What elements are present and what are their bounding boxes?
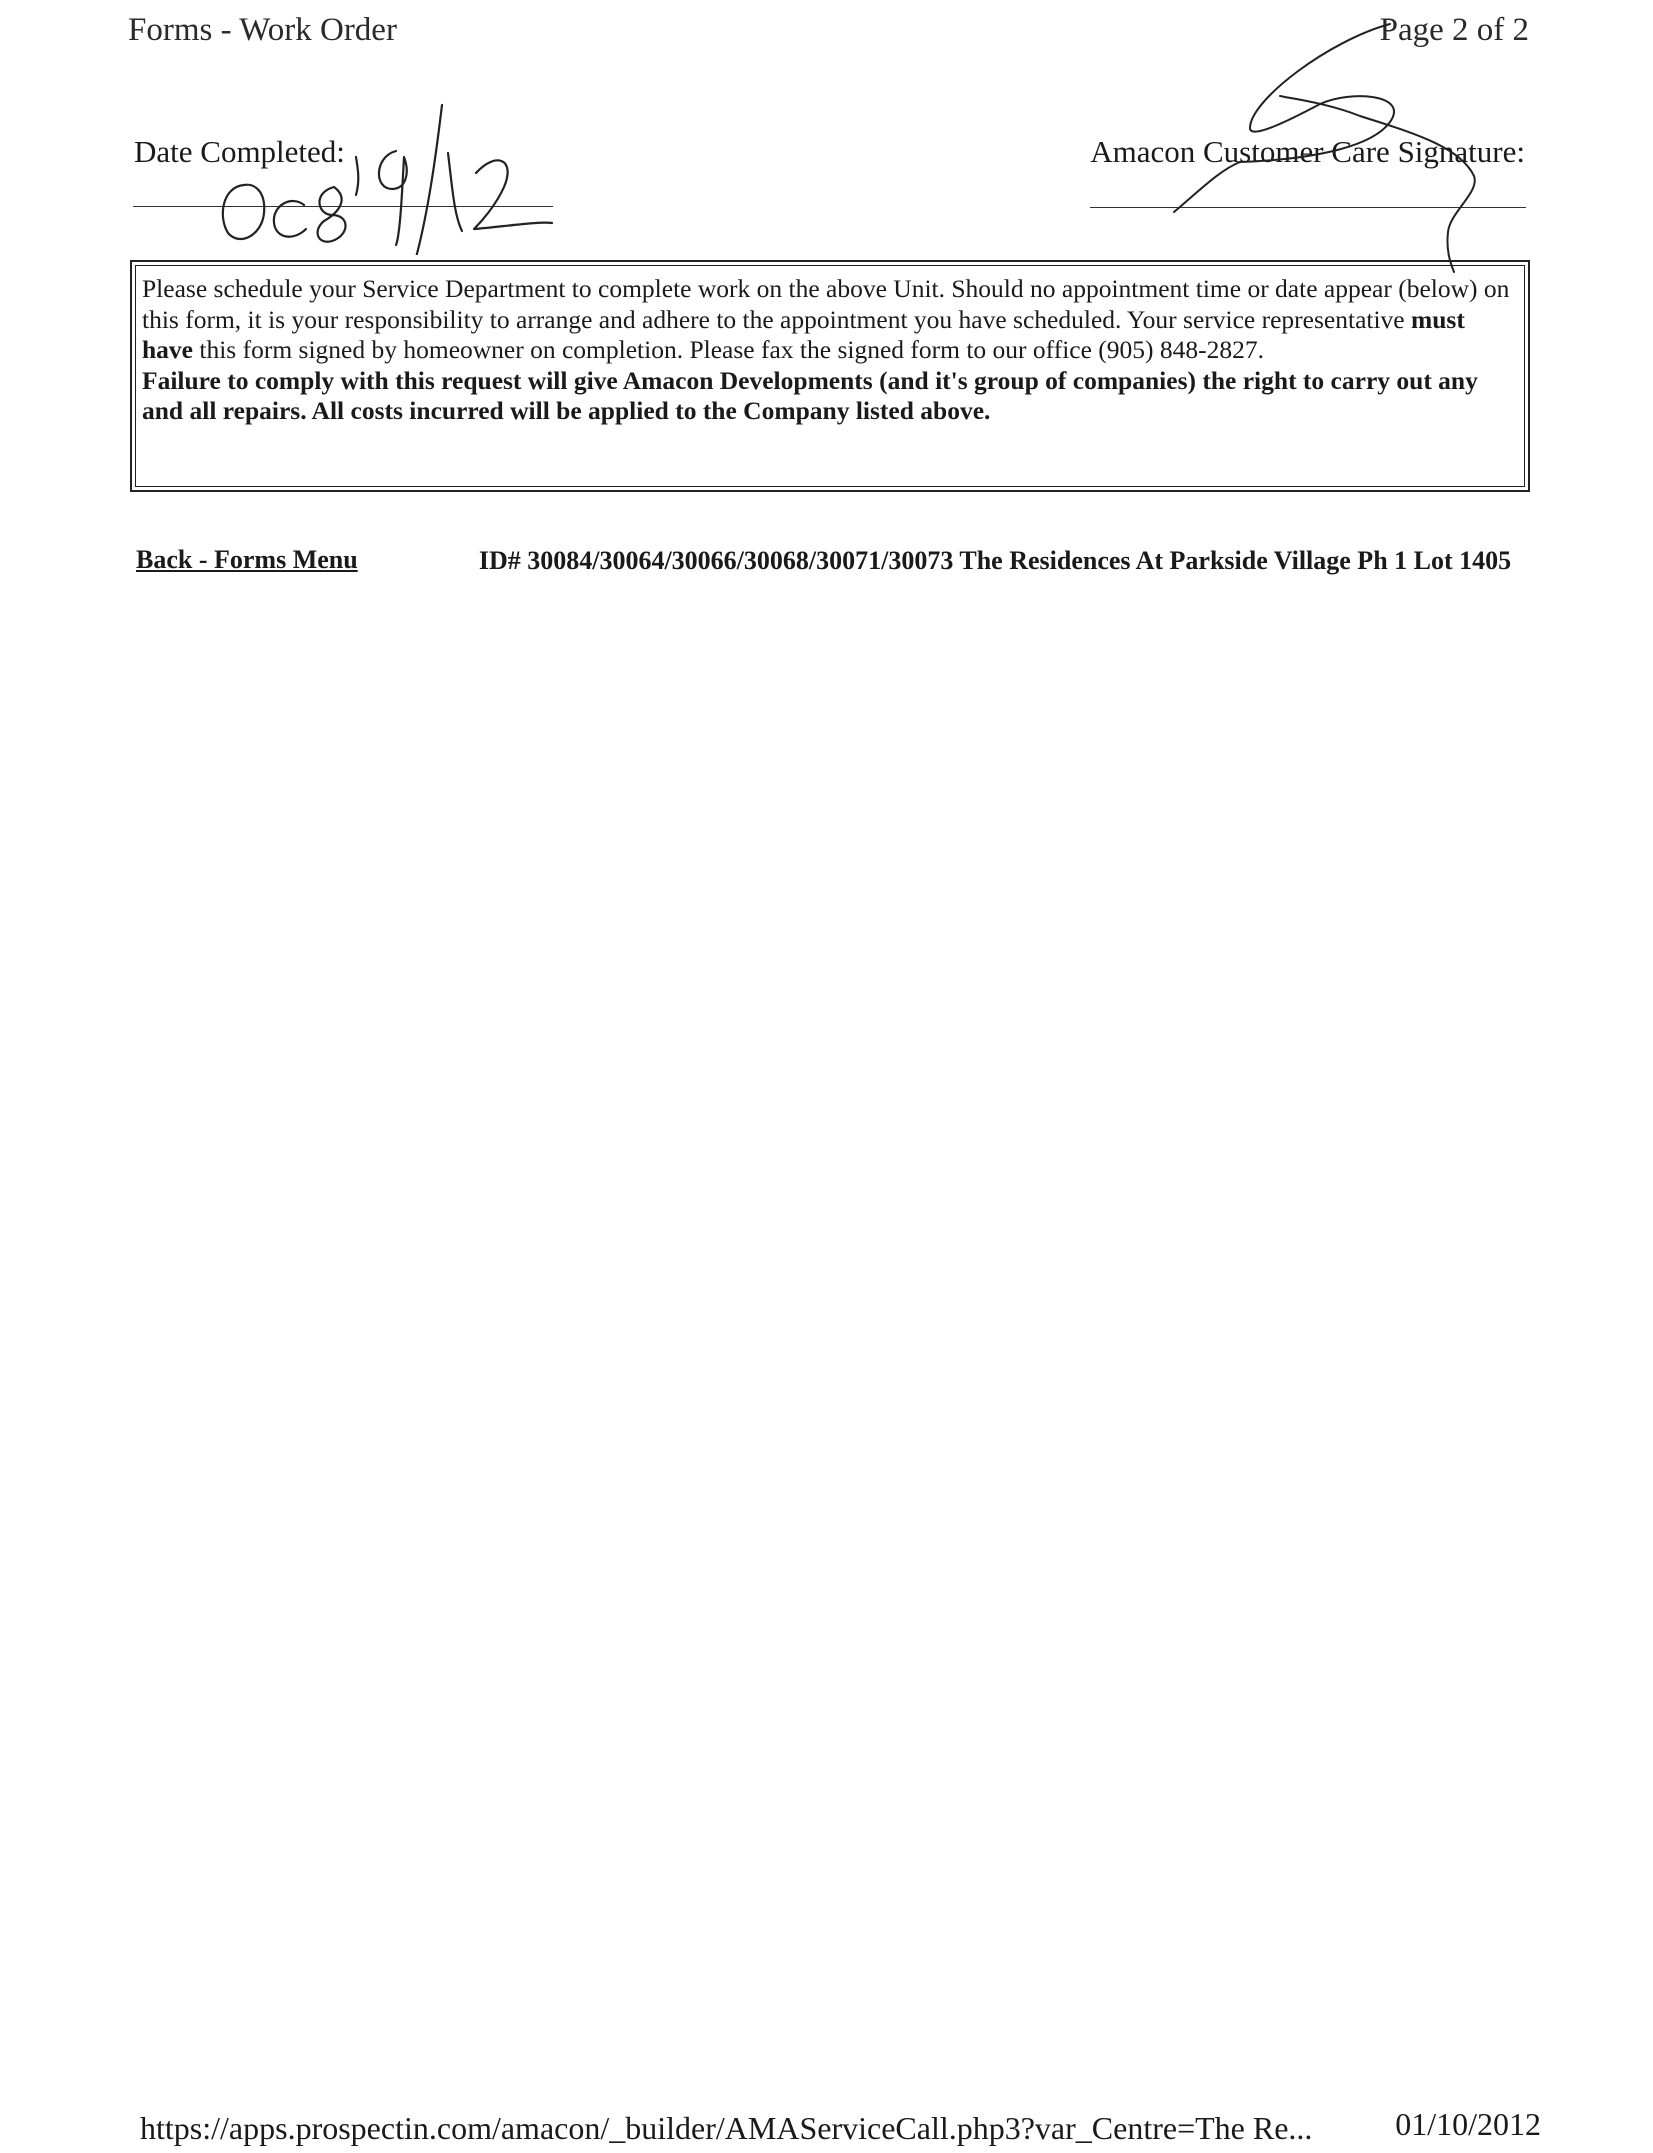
record-id: ID# 30084/30064/30066/30068/30071/30073 The Residences At Parkside Village Ph 1 Lot 1405 xyxy=(478,546,1512,575)
notice-content xyxy=(135,265,1525,487)
handwritten-date xyxy=(200,95,570,255)
document-title: Forms - Work Order xyxy=(128,12,397,48)
notice-text-part1: Please schedule your Service Department to complete work on the above Unit. Should no appointment time or date appear (below) on this form, it is your responsibility to arrange and adhere to the appointment you have scheduled. Your service representative xyxy=(142,274,1510,334)
footer-date: 01/10/2012 xyxy=(1395,2106,1541,2142)
date-completed-label: Date Completed: xyxy=(134,134,345,169)
footer-url: https://apps.prospectin.com/amacon/_builder/AMAServiceCall.php3?var_Centre=The Re... xyxy=(140,2110,1313,2146)
date-completed-line xyxy=(133,206,553,207)
notice-warning: Failure to comply with this request will give Amacon Developments (and it's group of companies) the right to carry out any and all repairs. All costs incurred will be applied to the Company listed above. xyxy=(142,365,1478,425)
signature-label: Amacon Customer Care Signature: xyxy=(1090,134,1525,169)
notice-instructions xyxy=(142,274,1514,366)
notice-emphasis: must have xyxy=(142,304,1465,364)
page-number: Page 2 of 2 xyxy=(1379,12,1529,48)
signature-line xyxy=(1090,207,1526,208)
notice-text-part2: this form signed by homeowner on completion. Please fax the signed form to our office (905) 848-2827. xyxy=(193,335,1265,364)
back-forms-menu-link[interactable]: Back - Forms Menu xyxy=(136,545,358,574)
notice-box xyxy=(130,260,1530,492)
